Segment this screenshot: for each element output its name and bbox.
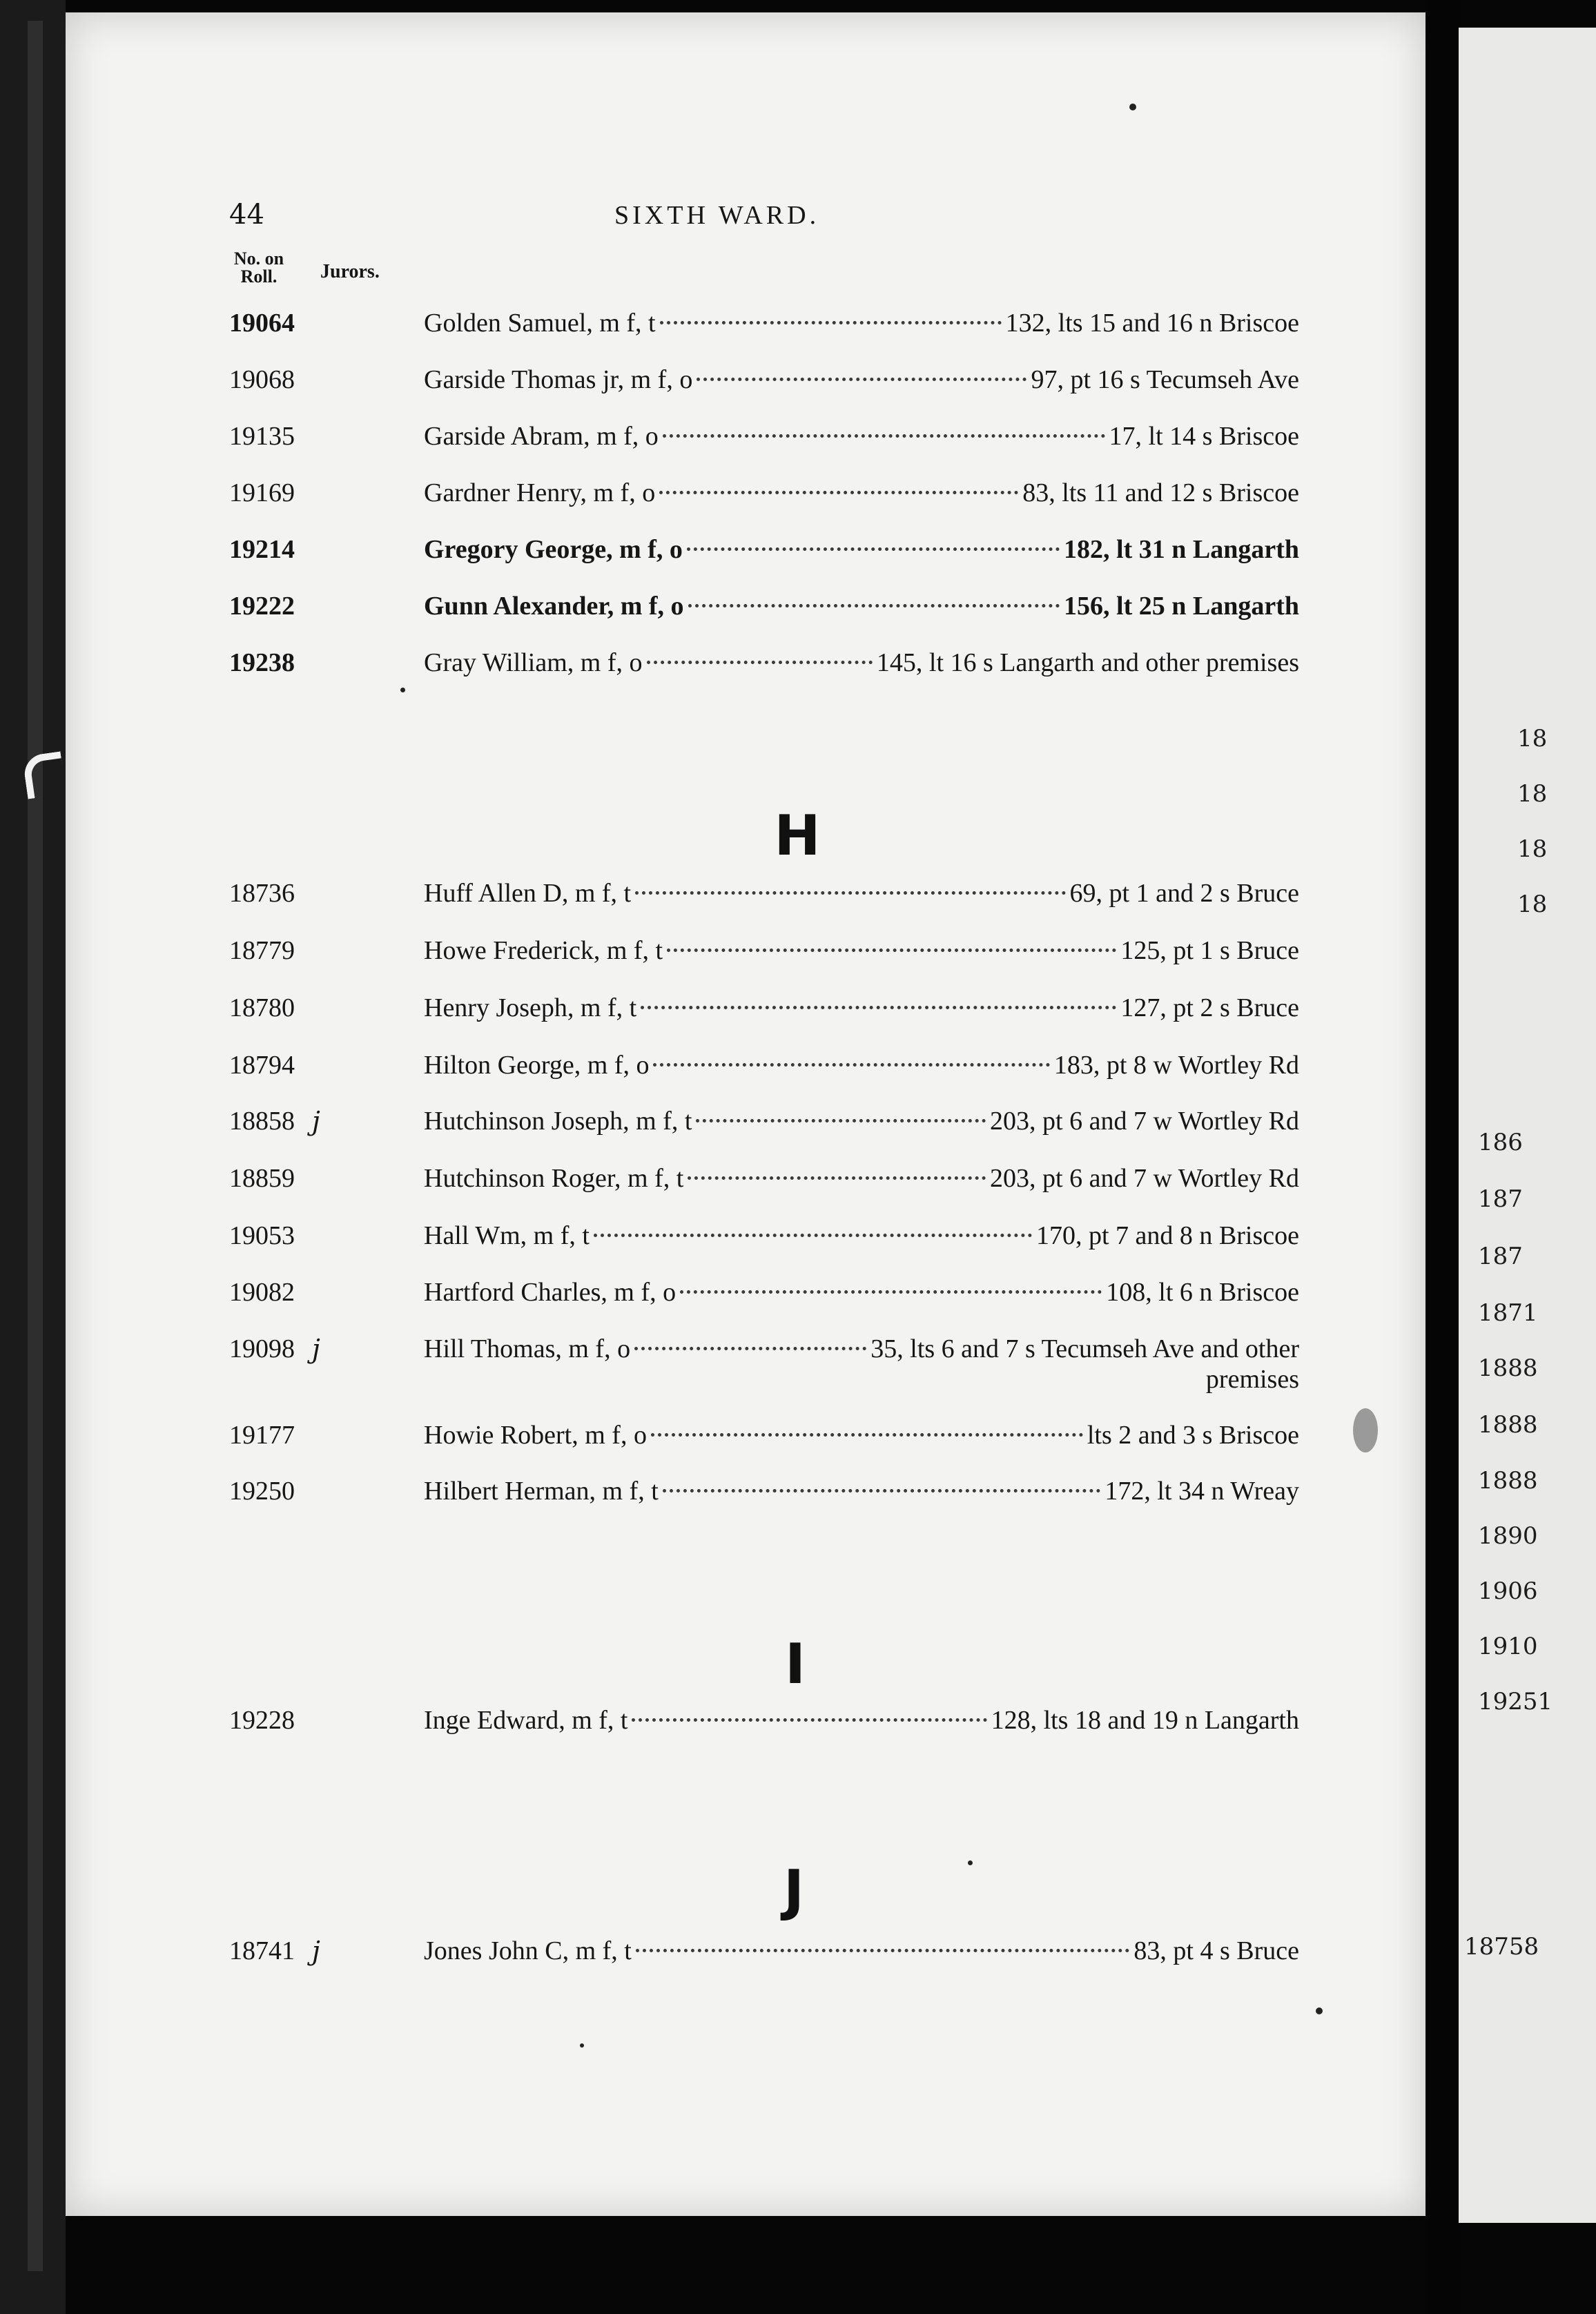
juror-name: Golden Samuel, m f, t bbox=[424, 309, 656, 338]
dot-leader bbox=[641, 1006, 1116, 1009]
running-head: SIXTH WARD. bbox=[614, 201, 820, 230]
scan-speck bbox=[1129, 104, 1136, 110]
scan-speck bbox=[400, 688, 405, 692]
property-description: 182, lt 31 n Langarth bbox=[1064, 535, 1299, 564]
property-description: 172, lt 34 n Wreay bbox=[1104, 1477, 1299, 1506]
facing-page-number: 18758 bbox=[1464, 1933, 1539, 1961]
facing-page-number: 1888 bbox=[1478, 1354, 1538, 1382]
property-description: 170, pt 7 and 8 n Briscoe bbox=[1035, 1221, 1299, 1250]
facing-page-number: 18 bbox=[1517, 891, 1548, 918]
scan-smudge bbox=[1353, 1408, 1378, 1452]
juror-entry bbox=[229, 364, 1299, 398]
property-description: 69, pt 1 and 2 s Bruce bbox=[1069, 879, 1299, 908]
section-letter-i: I bbox=[785, 1632, 806, 1696]
juror-entry bbox=[229, 1221, 1299, 1254]
dot-leader bbox=[651, 1433, 1083, 1437]
roll-number: 18780 bbox=[229, 993, 295, 1022]
dot-leader bbox=[653, 1063, 1049, 1067]
facing-page-number: 18 bbox=[1517, 780, 1548, 808]
roll-number: 19068 bbox=[229, 365, 295, 394]
dot-leader bbox=[636, 1949, 1130, 1952]
juror-entry bbox=[229, 1106, 1299, 1139]
section-letter-h: H bbox=[774, 804, 821, 868]
juror-name: Henry Joseph, m f, t bbox=[424, 993, 637, 1022]
dot-leader bbox=[635, 891, 1065, 895]
roll-number: 19082 bbox=[229, 1278, 295, 1307]
roll-number: 19250 bbox=[229, 1477, 295, 1506]
property-description: 17, lt 14 s Briscoe bbox=[1109, 422, 1299, 451]
juror-entry bbox=[229, 1277, 1299, 1310]
roll-number: 19177 bbox=[229, 1421, 295, 1450]
juror-entry bbox=[229, 648, 1299, 681]
dot-leader bbox=[647, 661, 873, 664]
roll-number: 18741 bbox=[229, 1936, 295, 1965]
property-description: 83, pt 4 s Bruce bbox=[1133, 1936, 1299, 1965]
dot-leader bbox=[632, 1718, 986, 1722]
juror-entry bbox=[229, 993, 1299, 1026]
property-description: 125, pt 1 s Bruce bbox=[1120, 936, 1299, 965]
juror-entry bbox=[229, 308, 1299, 341]
property-description: 203, pt 6 and 7 w Wortley Rd bbox=[990, 1107, 1299, 1136]
dot-leader bbox=[634, 1347, 866, 1350]
property-description: 83, lts 11 and 12 s Briscoe bbox=[1022, 478, 1299, 507]
facing-page-edge bbox=[1459, 28, 1596, 2223]
property-description: 132, lts 15 and 16 n Briscoe bbox=[1005, 309, 1299, 338]
roll-number: 18859 bbox=[229, 1164, 295, 1193]
dot-leader bbox=[659, 491, 1018, 494]
juror-name: Gunn Alexander, m f, o bbox=[424, 592, 684, 621]
juror-name: Hilton George, m f, o bbox=[424, 1051, 650, 1080]
property-description: 127, pt 2 s Bruce bbox=[1120, 993, 1299, 1022]
juror-entry bbox=[229, 1936, 1299, 1969]
roll-number: 19228 bbox=[229, 1706, 295, 1735]
dot-leader bbox=[594, 1234, 1032, 1237]
scan-speck bbox=[968, 1860, 973, 1865]
roll-number: 18794 bbox=[229, 1051, 295, 1080]
facing-page-number: 1871 bbox=[1478, 1299, 1538, 1327]
facing-page-number: 18 bbox=[1517, 835, 1548, 863]
facing-page-number: 186 bbox=[1478, 1129, 1523, 1156]
juror-mark: j bbox=[312, 1334, 320, 1364]
roll-number: 18858 bbox=[229, 1107, 295, 1136]
juror-entry bbox=[229, 1334, 1299, 1403]
facing-page-number: 187 bbox=[1478, 1243, 1523, 1270]
property-description: 156, lt 25 n Langarth bbox=[1064, 592, 1299, 621]
juror-name: Hill Thomas, m f, o bbox=[424, 1334, 631, 1363]
juror-name: Hartford Charles, m f, o bbox=[424, 1278, 677, 1307]
property-description: 145, lt 16 s Langarth and other premises bbox=[876, 648, 1299, 677]
juror-entry bbox=[229, 1050, 1299, 1083]
juror-name: Howe Frederick, m f, t bbox=[424, 936, 663, 965]
property-description: lts 2 and 3 s Briscoe bbox=[1087, 1421, 1299, 1450]
juror-name: Huff Allen D, m f, t bbox=[424, 879, 632, 908]
juror-name: Gregory George, m f, o bbox=[424, 535, 683, 564]
roll-number: 19238 bbox=[229, 648, 295, 677]
roll-number: 18779 bbox=[229, 936, 295, 965]
book-spine-edge bbox=[28, 21, 43, 2271]
property-description: 97, pt 16 s Tecumseh Ave bbox=[1031, 365, 1299, 394]
juror-name: Gray William, m f, o bbox=[424, 648, 643, 677]
facing-page-number: 19251 bbox=[1478, 1688, 1553, 1715]
book-gutter bbox=[1425, 0, 1459, 2314]
juror-name: Howie Robert, m f, o bbox=[424, 1421, 647, 1450]
juror-entry bbox=[229, 534, 1299, 567]
juror-entry bbox=[229, 1476, 1299, 1509]
dot-leader bbox=[680, 1290, 1102, 1294]
roll-number: 19135 bbox=[229, 422, 295, 451]
juror-name: Hutchinson Joseph, m f, t bbox=[424, 1107, 692, 1136]
dot-leader bbox=[688, 604, 1060, 607]
facing-page-number: 1888 bbox=[1478, 1467, 1538, 1495]
juror-entry bbox=[229, 478, 1299, 511]
juror-mark: j bbox=[312, 1936, 320, 1966]
roll-number: 19169 bbox=[229, 478, 295, 507]
dot-leader bbox=[667, 949, 1116, 952]
juror-name: Garside Thomas jr, m f, o bbox=[424, 365, 693, 394]
juror-name: Hall Wm, m f, t bbox=[424, 1221, 590, 1250]
dot-leader bbox=[696, 1119, 986, 1122]
juror-name: Inge Edward, m f, t bbox=[424, 1706, 628, 1735]
juror-entry bbox=[229, 878, 1299, 911]
juror-entry bbox=[229, 1163, 1299, 1196]
facing-page-number: 1906 bbox=[1478, 1577, 1538, 1605]
property-description: 128, lts 18 and 19 n Langarth bbox=[991, 1706, 1299, 1735]
dot-leader bbox=[663, 1489, 1101, 1493]
facing-page-number: 18 bbox=[1517, 725, 1548, 752]
property-description: 183, pt 8 w Wortley Rd bbox=[1053, 1051, 1299, 1080]
dot-leader bbox=[688, 1176, 986, 1180]
facing-page-number: 1890 bbox=[1478, 1522, 1538, 1550]
juror-entry bbox=[229, 935, 1299, 969]
facing-page-number: 1888 bbox=[1478, 1411, 1538, 1439]
roll-number: 19214 bbox=[229, 535, 295, 564]
juror-entry bbox=[229, 421, 1299, 454]
facing-page-number: 1910 bbox=[1478, 1633, 1538, 1660]
juror-name: Gardner Henry, m f, o bbox=[424, 478, 656, 507]
roll-number: 18736 bbox=[229, 879, 295, 908]
scan-speck bbox=[580, 2043, 584, 2048]
dot-leader bbox=[660, 321, 1002, 324]
column-header-roll-no: No. on Roll. bbox=[233, 249, 284, 286]
dot-leader bbox=[663, 434, 1105, 438]
scan-speck bbox=[1316, 2007, 1323, 2014]
juror-entry bbox=[229, 1705, 1299, 1738]
property-description: 203, pt 6 and 7 w Wortley Rd bbox=[990, 1164, 1299, 1193]
property-continuation: premises bbox=[1205, 1365, 1299, 1394]
juror-name: Jones John C, m f, t bbox=[424, 1936, 632, 1965]
juror-entry bbox=[229, 591, 1299, 624]
juror-name: Hilbert Herman, m f, t bbox=[424, 1477, 659, 1506]
juror-name: Garside Abram, m f, o bbox=[424, 422, 659, 451]
roll-number: 19098 bbox=[229, 1334, 295, 1363]
section-letter-j: J bbox=[784, 1858, 804, 1923]
roll-number: 19053 bbox=[229, 1221, 295, 1250]
column-header-jurors: Jurors. bbox=[320, 261, 380, 282]
roll-number: 19064 bbox=[229, 309, 295, 338]
property-description: 35, lts 6 and 7 s Tecumseh Ave and other bbox=[870, 1334, 1299, 1363]
page-number: 44 bbox=[229, 199, 264, 231]
juror-name: Hutchinson Roger, m f, t bbox=[424, 1164, 684, 1193]
facing-page-number: 187 bbox=[1478, 1185, 1523, 1213]
roll-number: 19222 bbox=[229, 592, 295, 621]
juror-mark: j bbox=[312, 1106, 320, 1136]
dot-leader bbox=[687, 547, 1060, 551]
property-description: 108, lt 6 n Briscoe bbox=[1106, 1278, 1299, 1307]
juror-entry bbox=[229, 1420, 1299, 1453]
dot-leader bbox=[697, 378, 1026, 381]
